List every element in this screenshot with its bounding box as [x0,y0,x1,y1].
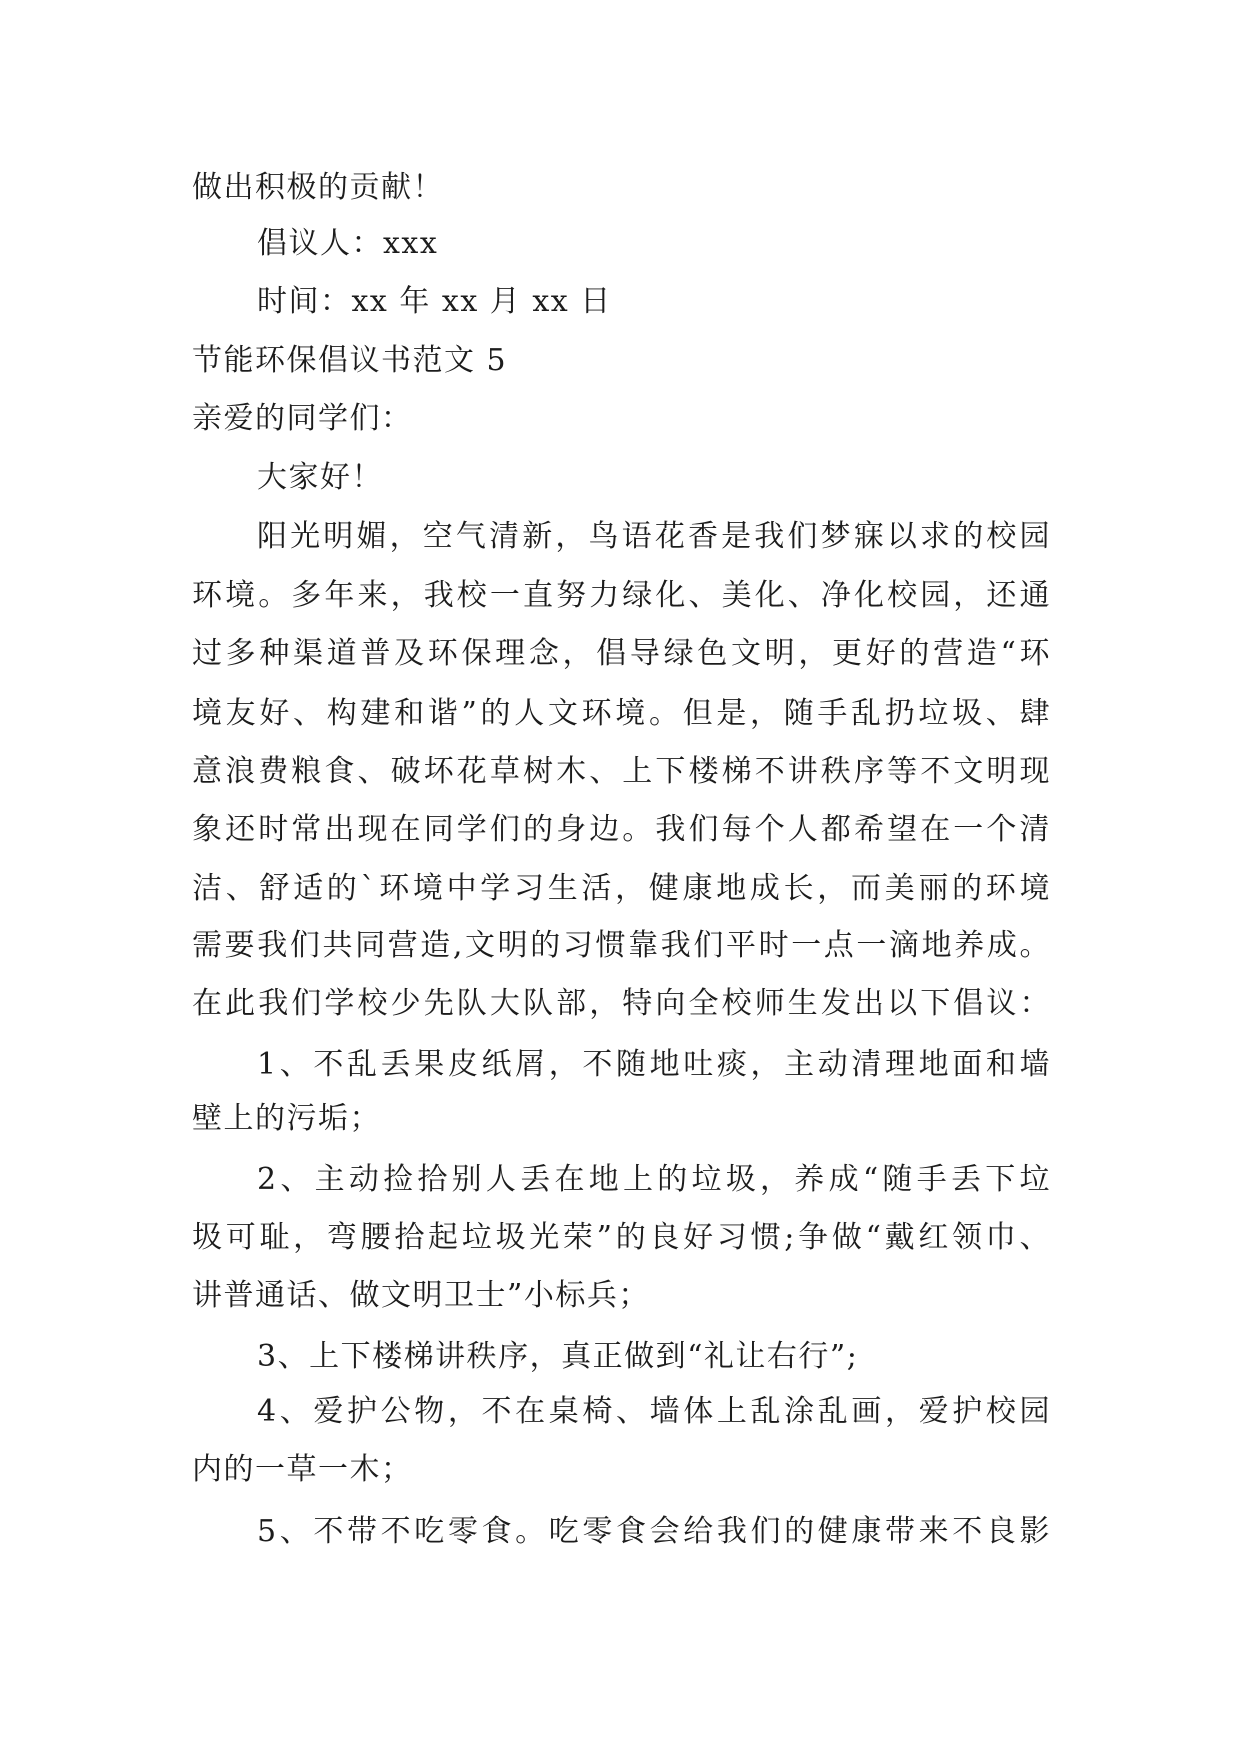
intro-line: 意浪费粮食、破坏花草树木、上下楼梯不讲秩序等不文明现 [192,754,1051,789]
intro-line: 洁、舒适的`环境中学习生活，健康地成长，而美丽的环境 [192,871,1051,906]
signer-line: 倡议人：xxx [257,226,439,261]
proposal-item-2: 2、主动捡拾别人丢在地上的垃圾，养成“随手丢下垃 [257,1162,1051,1197]
intro-line: 在此我们学校少先队大队部，特向全校师生发出以下倡议： [192,986,1051,1021]
proposal-item-1: 1、不乱丢果皮纸屑，不随地吐痰，主动清理地面和墙 [257,1047,1051,1082]
closing-line: 做出积极的贡献！ [192,170,444,205]
date-line: 时间：xx 年 xx 月 xx 日 [257,284,612,319]
section-title: 节能环保倡议书范文 5 [192,343,508,378]
proposal-item-5: 5、不带不吃零食。吃零食会给我们的健康带来不良影 [257,1514,1051,1549]
proposal-item-2-cont: 讲普通话、做文明卫士”小标兵； [192,1278,650,1313]
salutation: 亲爱的同学们： [192,401,413,436]
intro-line: 象还时常出现在同学们的身边。我们每个人都希望在一个清 [192,812,1051,847]
proposal-item-4: 4、爱护公物，不在桌椅、墙体上乱涂乱画，爱护校园 [257,1394,1051,1429]
proposal-item-2-cont: 圾可耻，弯腰拾起垃圾光荣”的良好习惯;争做“戴红领巾、 [192,1220,1051,1255]
proposal-item-1-cont: 壁上的污垢； [192,1101,381,1136]
intro-line: 需要我们共同营造,文明的习惯靠我们平时一点一滴地养成。 [192,928,1051,963]
proposal-item-3: 3、上下楼梯讲秩序，真正做到“礼让右行”; [257,1339,859,1374]
intro-line: 过多种渠道普及环保理念，倡导绿色文明，更好的营造“环 [192,636,1051,671]
intro-line: 境友好、构建和谐”的人文环境。但是，随手乱扔垃圾、肆 [192,696,1051,731]
greeting: 大家好！ [257,460,383,495]
proposal-item-4-cont: 内的一草一木； [192,1452,413,1487]
intro-line: 阳光明媚，空气清新，鸟语花香是我们梦寐以求的校园 [257,519,1051,554]
intro-line: 环境。多年来，我校一直努力绿化、美化、净化校园，还通 [192,578,1051,613]
